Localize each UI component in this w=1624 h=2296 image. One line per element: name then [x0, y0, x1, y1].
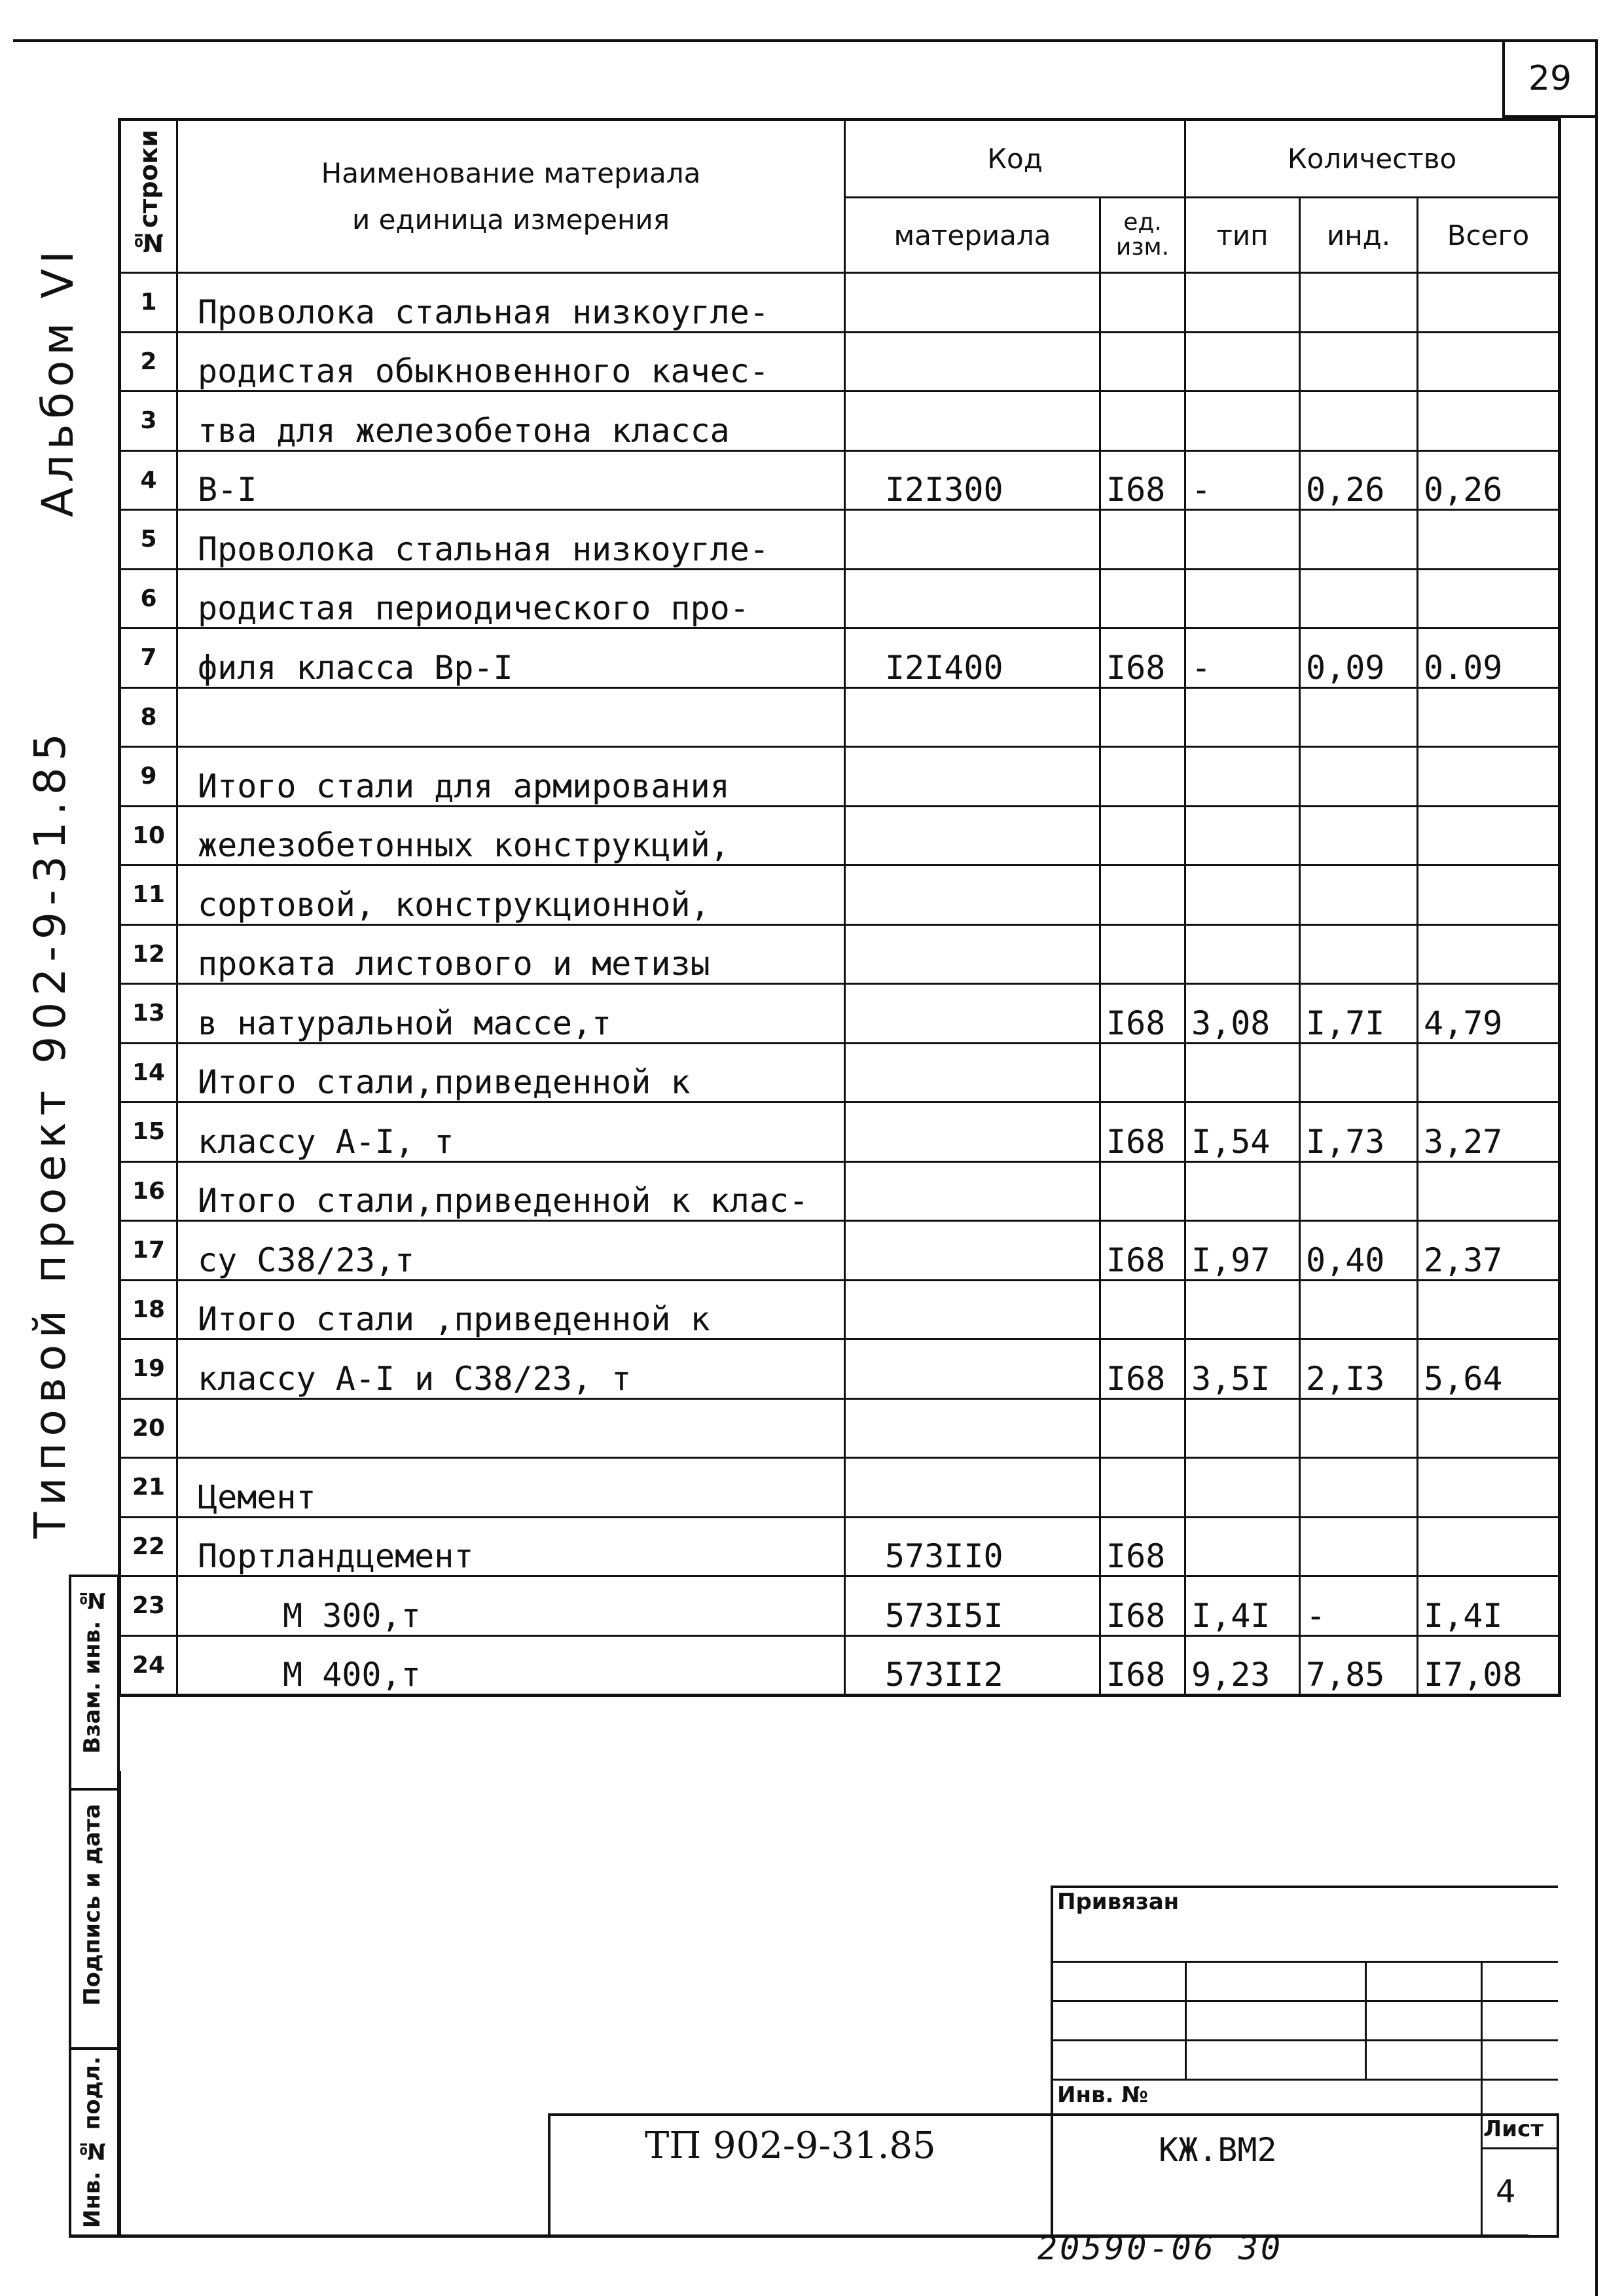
row-number-cell: 6 [120, 569, 177, 629]
unit-code-cell: I68 [1100, 1339, 1185, 1399]
material-name-cell: Проволока стальная низкоугле- [177, 510, 845, 570]
material-code-cell [845, 1458, 1100, 1518]
material-code-cell [845, 747, 1100, 807]
total-qty-cell: I7,08 [1418, 1635, 1560, 1696]
stamp-sign-date-label: Подпись и дата [79, 1804, 105, 2006]
row-number-cell: 16 [120, 1161, 177, 1221]
ind-qty-cell [1300, 806, 1418, 866]
type-qty-cell [1185, 510, 1300, 570]
unit-code-cell: I68 [1100, 450, 1185, 510]
material-code-cell [845, 1280, 1100, 1339]
stamp-inv-orig [69, 2047, 120, 2237]
type-qty-cell: - [1185, 629, 1300, 688]
material-name-cell: филя класса Вр-I [177, 629, 845, 688]
total-qty-cell [1418, 510, 1560, 570]
total-qty-cell [1418, 1043, 1560, 1102]
material-name-cell: су С38/23,т [177, 1221, 845, 1281]
total-qty-cell [1418, 1161, 1560, 1221]
row-number-cell: 8 [120, 687, 177, 747]
row-number-cell: 18 [120, 1280, 177, 1339]
total-qty-cell [1418, 806, 1560, 866]
type-qty-cell: I,4I [1185, 1576, 1300, 1636]
table-row [120, 1576, 1560, 1636]
material-code-cell [845, 1221, 1100, 1281]
type-qty-cell: 9,23 [1185, 1635, 1300, 1696]
ind-qty-cell: 0,09 [1300, 629, 1418, 688]
total-qty-cell: I,4I [1418, 1576, 1560, 1636]
unit-code-cell [1100, 806, 1185, 866]
ind-qty-cell: 2,I3 [1300, 1339, 1418, 1399]
material-code-cell [845, 510, 1100, 570]
project-label: Типовой проект 902-9-31.85 [25, 727, 75, 1539]
table-row [120, 984, 1560, 1044]
album-label: Альбом VI [33, 246, 83, 517]
type-qty-cell: I,97 [1185, 1221, 1300, 1281]
type-header: тип [1185, 198, 1300, 273]
table-row [120, 1458, 1560, 1518]
sheet-value: 4 [1496, 2174, 1516, 2210]
unit-code-cell [1100, 273, 1185, 333]
name-header-line2: и единица измерения [352, 204, 670, 236]
material-name-cell: Проволока стальная низкоугле- [177, 273, 845, 333]
sheet-number-top: 29 [1502, 39, 1598, 118]
tb-v1 [1185, 1961, 1187, 2079]
material-code-cell [845, 1043, 1100, 1102]
row-number-cell: 9 [120, 747, 177, 807]
material-name-cell: родистая периодического про- [177, 569, 845, 629]
drawing-mark: КЖ.ВМ2 [1159, 2131, 1277, 2169]
code-group-header: Код [845, 120, 1185, 198]
inv-no-label: Инв. № [1057, 2082, 1149, 2108]
document-code: ТП 902-9-31.85 [645, 2124, 936, 2167]
ind-header: инд. [1300, 198, 1418, 273]
ind-qty-cell: 7,85 [1300, 1635, 1418, 1696]
type-qty-cell [1185, 747, 1300, 807]
total-header: Всего [1418, 198, 1560, 273]
total-qty-cell [1418, 332, 1560, 392]
material-code-cell: 573II0 [845, 1517, 1100, 1576]
ind-qty-cell [1300, 510, 1418, 570]
material-code-cell [845, 984, 1100, 1044]
material-name-cell: железобетонных конструкций, [177, 806, 845, 866]
ind-qty-cell: I,7I [1300, 984, 1418, 1044]
total-qty-cell: 0,26 [1418, 450, 1560, 510]
type-qty-cell: - [1185, 450, 1300, 510]
total-qty-cell: 5,64 [1418, 1339, 1560, 1399]
ind-qty-cell [1300, 273, 1418, 333]
table-body [120, 273, 1560, 1696]
material-name-cell: В-I [177, 450, 845, 510]
total-qty-cell: 3,27 [1418, 1102, 1560, 1162]
total-qty-cell: 4,79 [1418, 984, 1560, 1044]
unit-code-cell: I68 [1100, 984, 1185, 1044]
unit-code-cell [1100, 392, 1185, 451]
row-number-cell: 19 [120, 1339, 177, 1399]
table-row [120, 687, 1560, 747]
ind-qty-cell: 0,26 [1300, 450, 1418, 510]
material-code-cell [845, 273, 1100, 333]
row-number-cell: 12 [120, 924, 177, 984]
unit-code-cell [1100, 569, 1185, 629]
table-row [120, 747, 1560, 807]
table-row [120, 450, 1560, 510]
unit-code-cell [1100, 510, 1185, 570]
table-row [120, 1517, 1560, 1576]
material-code-cell [845, 866, 1100, 925]
row-number-header: №строки [120, 120, 177, 273]
unit-code-cell: I68 [1100, 629, 1185, 688]
type-qty-cell [1185, 1458, 1300, 1518]
total-qty-cell [1418, 1517, 1560, 1576]
material-code-cell [845, 332, 1100, 392]
unit-code-cell: I68 [1100, 1517, 1185, 1576]
ind-qty-cell [1300, 924, 1418, 984]
lower-left-border [118, 1771, 121, 2237]
table-row [120, 1398, 1560, 1458]
unit-header [1100, 198, 1185, 273]
unit-code-cell [1100, 924, 1185, 984]
row-number-cell: 3 [120, 392, 177, 451]
type-qty-cell [1185, 1161, 1300, 1221]
unit-code-cell [1100, 1161, 1185, 1221]
name-header-line1: Наименование материала [321, 157, 701, 189]
row-number-cell: 23 [120, 1576, 177, 1636]
type-qty-cell [1185, 1398, 1300, 1458]
table-row [120, 510, 1560, 570]
material-name-cell: Итого стали,приведенной к [177, 1043, 845, 1102]
ind-qty-cell [1300, 1398, 1418, 1458]
unit-code-cell [1100, 1458, 1185, 1518]
row-number-cell: 13 [120, 984, 177, 1044]
total-qty-cell [1418, 569, 1560, 629]
table-row [120, 1280, 1560, 1339]
row-number-cell: 20 [120, 1398, 177, 1458]
material-code-cell: I2I300 [845, 450, 1100, 510]
row-number-cell: 2 [120, 332, 177, 392]
total-qty-cell [1418, 1458, 1560, 1518]
row-number-cell: 5 [120, 510, 177, 570]
unit-code-cell: I68 [1100, 1576, 1185, 1636]
unit-code-cell: I68 [1100, 1102, 1185, 1162]
row-number-cell: 1 [120, 273, 177, 333]
type-qty-cell: 3,08 [1185, 984, 1300, 1044]
material-name-cell: Портландцемент [177, 1517, 845, 1576]
unit-code-cell [1100, 1043, 1185, 1102]
type-qty-cell [1185, 866, 1300, 925]
material-name-cell: тва для железобетона класса [177, 392, 845, 451]
total-qty-cell [1418, 273, 1560, 333]
material-name-cell: М 300,т [177, 1576, 845, 1636]
material-name-cell: проката листового и метизы [177, 924, 845, 984]
table-row [120, 806, 1560, 866]
material-name-cell: в натуральной массе,т [177, 984, 845, 1044]
row-number-cell: 17 [120, 1221, 177, 1281]
bound-to-label: Привязан [1057, 1889, 1180, 1915]
type-qty-cell [1185, 1280, 1300, 1339]
row-number-cell: 4 [120, 450, 177, 510]
ind-qty-cell [1300, 332, 1418, 392]
ind-qty-cell: - [1300, 1576, 1418, 1636]
type-qty-cell: I,54 [1185, 1102, 1300, 1162]
ind-qty-cell: 0,40 [1300, 1221, 1418, 1281]
material-code-cell [845, 806, 1100, 866]
type-qty-cell [1185, 687, 1300, 747]
material-name-cell: М 400,т [177, 1635, 845, 1696]
row-number-cell: 11 [120, 866, 177, 925]
ind-qty-cell [1300, 747, 1418, 807]
archive-number: 20590-06 30 [1038, 2229, 1284, 2267]
table-row [120, 1043, 1560, 1102]
row-number-cell: 10 [120, 806, 177, 866]
ind-qty-cell [1300, 1458, 1418, 1518]
ind-qty-cell [1300, 1043, 1418, 1102]
row-number-cell: 24 [120, 1635, 177, 1696]
total-qty-cell: 2,37 [1418, 1221, 1560, 1281]
material-name-cell: классу А-I, т [177, 1102, 845, 1162]
table-row [120, 1339, 1560, 1399]
material-name-cell: классу А-I и С38/23, т [177, 1339, 845, 1399]
unit-header-line2: изм. [1115, 234, 1170, 261]
row-number-cell: 14 [120, 1043, 177, 1102]
material-code-cell: I2I400 [845, 629, 1100, 688]
total-qty-cell [1418, 1280, 1560, 1339]
unit-code-cell [1100, 747, 1185, 807]
type-qty-cell [1185, 924, 1300, 984]
total-qty-cell: 0.09 [1418, 629, 1560, 688]
table-row [120, 924, 1560, 984]
table-row [120, 866, 1560, 925]
qty-group-header: Количество [1185, 120, 1560, 198]
table-row [120, 1635, 1560, 1696]
material-name-cell: Итого стали ,приведенной к [177, 1280, 845, 1339]
material-name-cell: сортовой, конструкционной, [177, 866, 845, 925]
material-name-cell [177, 1398, 845, 1458]
ind-qty-cell [1300, 1280, 1418, 1339]
material-code-cell [845, 392, 1100, 451]
material-code-cell: 573II2 [845, 1635, 1100, 1696]
material-code-cell [845, 924, 1100, 984]
total-qty-cell [1418, 687, 1560, 747]
row-number-cell: 15 [120, 1102, 177, 1162]
type-qty-cell [1185, 332, 1300, 392]
table-row [120, 1221, 1560, 1281]
total-qty-cell [1418, 924, 1560, 984]
ind-qty-cell [1300, 1517, 1418, 1576]
type-qty-cell [1185, 392, 1300, 451]
type-qty-cell [1185, 1043, 1300, 1102]
material-name-cell: родистая обыкновенного качес- [177, 332, 845, 392]
type-qty-cell [1185, 273, 1300, 333]
unit-code-cell [1100, 1398, 1185, 1458]
total-qty-cell [1418, 747, 1560, 807]
total-qty-cell [1418, 1398, 1560, 1458]
ind-qty-cell [1300, 392, 1418, 451]
material-name-cell: Итого стали для армирования [177, 747, 845, 807]
material-code-cell [845, 687, 1100, 747]
material-code-cell [845, 569, 1100, 629]
unit-code-cell [1100, 1280, 1185, 1339]
type-qty-cell [1185, 569, 1300, 629]
top-border-line [13, 39, 1502, 42]
row-number-cell: 22 [120, 1517, 177, 1576]
table-row [120, 1161, 1560, 1221]
ind-qty-cell [1300, 1161, 1418, 1221]
type-qty-cell [1185, 1517, 1300, 1576]
unit-code-cell: I68 [1100, 1221, 1185, 1281]
ind-qty-cell [1300, 866, 1418, 925]
type-qty-cell [1185, 806, 1300, 866]
stamp-replace-inv [69, 1575, 120, 1791]
material-name-cell: Итого стали,приведенной к клас- [177, 1161, 845, 1221]
table-row [120, 273, 1560, 333]
tb-v2 [1365, 1961, 1367, 2079]
ind-qty-cell [1300, 569, 1418, 629]
unit-code-cell [1100, 332, 1185, 392]
table-row [120, 629, 1560, 688]
type-qty-cell: 3,5I [1185, 1339, 1300, 1399]
table-row [120, 569, 1560, 629]
stamp-sign-date [69, 1788, 120, 2050]
material-code-cell [845, 1102, 1100, 1162]
material-code-header: материала [845, 198, 1100, 273]
material-name-cell [177, 687, 845, 747]
materials-table [118, 118, 1561, 1697]
ind-qty-cell: I,73 [1300, 1102, 1418, 1162]
stamp-replace-inv-label: Взам. инв. № [79, 1587, 105, 1754]
sheet-label: Лист [1483, 2116, 1543, 2142]
ind-qty-cell [1300, 687, 1418, 747]
total-qty-cell [1418, 392, 1560, 451]
material-code-cell: 573I5I [845, 1576, 1100, 1636]
total-qty-cell [1418, 866, 1560, 925]
table-row [120, 1102, 1560, 1162]
sheet-cell-divider [1481, 2147, 1558, 2149]
row-number-cell: 7 [120, 629, 177, 688]
table-row [120, 332, 1560, 392]
unit-header-line1: ед. [1123, 209, 1162, 236]
material-code-cell [845, 1161, 1100, 1221]
unit-code-cell [1100, 687, 1185, 747]
material-code-cell [845, 1339, 1100, 1399]
unit-code-cell [1100, 866, 1185, 925]
material-name-cell: Цемент [177, 1458, 845, 1518]
stamp-inv-orig-label: Инв. № подл. [79, 2056, 105, 2229]
row-number-cell: 21 [120, 1458, 177, 1518]
name-header [177, 120, 845, 273]
table-row [120, 392, 1560, 451]
material-code-cell [845, 1398, 1100, 1458]
unit-code-cell: I68 [1100, 1635, 1185, 1696]
right-border-line [1595, 118, 1598, 2296]
